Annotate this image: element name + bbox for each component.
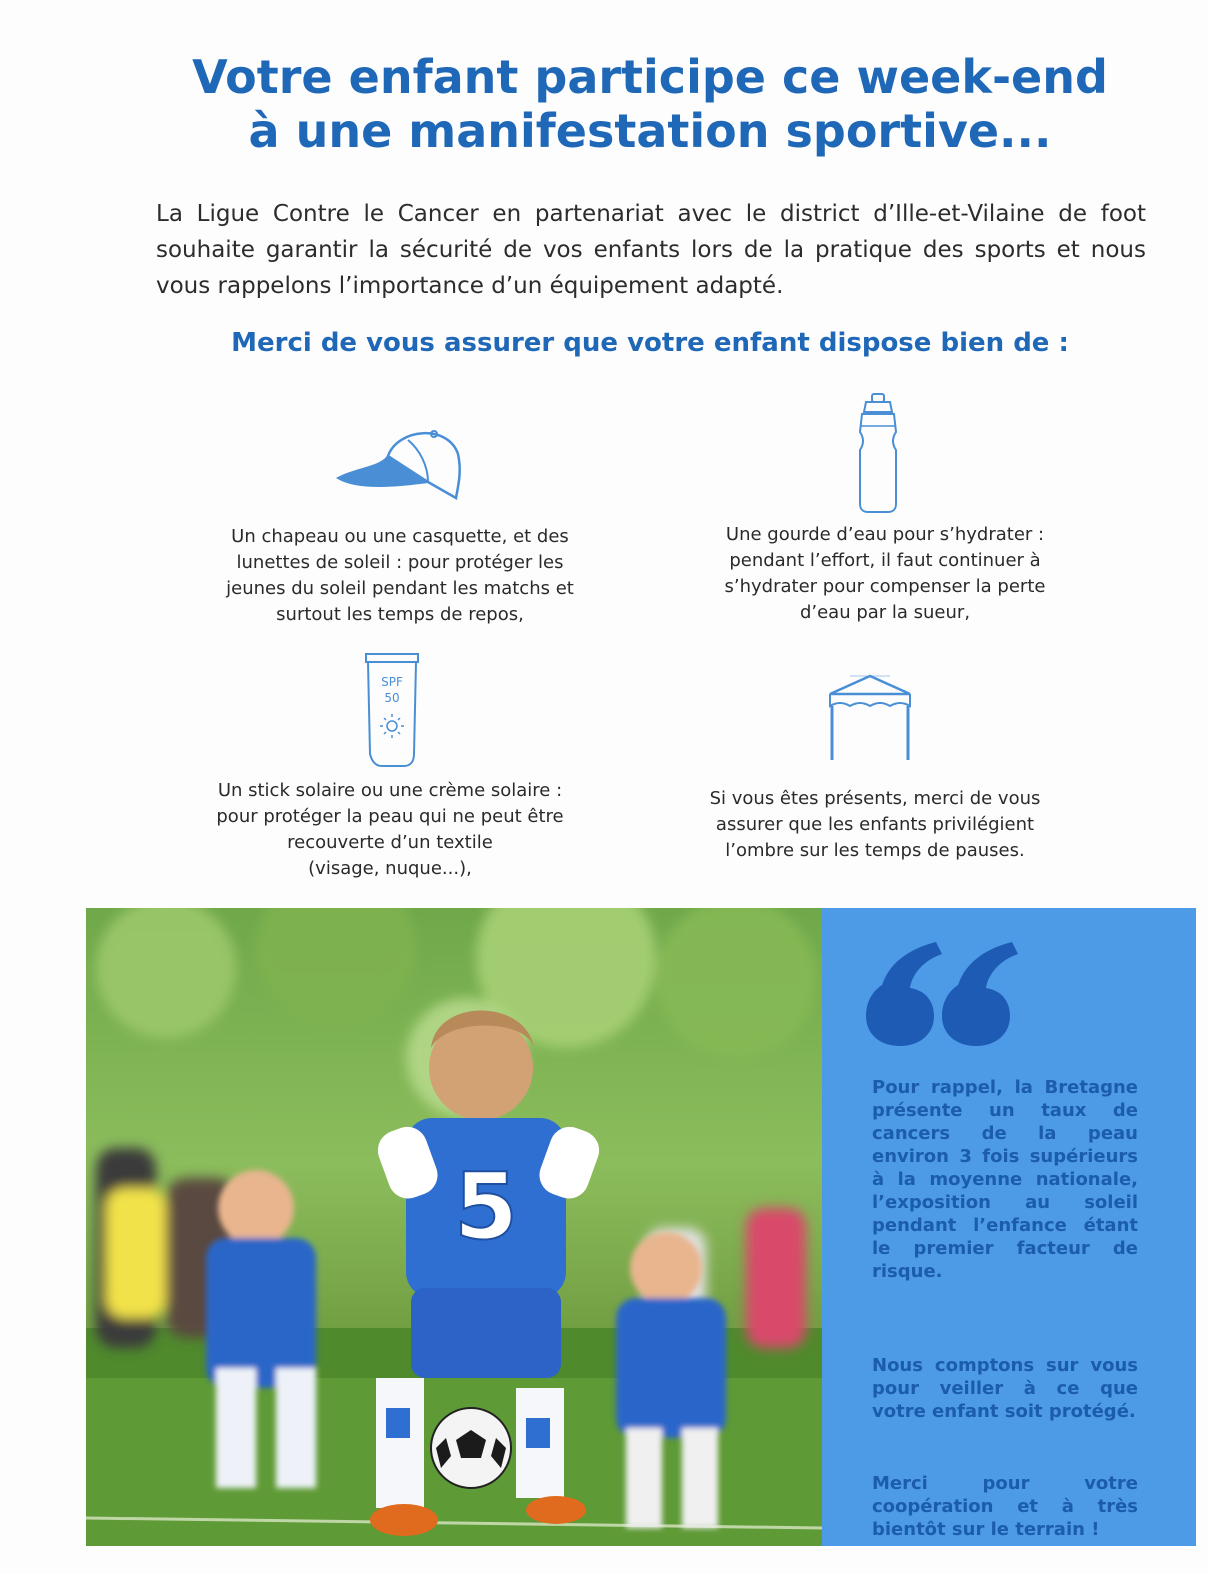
- item-line: Un chapeau ou une casquette, et des: [231, 526, 569, 547]
- tube-label-spf: SPF: [381, 675, 403, 689]
- jersey-number: 5: [453, 1153, 519, 1260]
- item-tent-text: [680, 786, 1070, 864]
- intro-paragraph: La Ligue Contre le Cancer en partenariat avec le district d’Ille-et-Vilaine de foot souhaite garantir la sécurité de vos enfants lors de la pratique des sports et nous vous rappelons l’importance d’un équipement adapté.: [156, 201, 1146, 299]
- item-sunscreen-text: [190, 778, 590, 882]
- item-line: jeunes du soleil pendant les matchs et: [226, 578, 574, 599]
- quote-paragraph-2: Nous comptons sur vous pour veiller à ce que votre enfant soit protégé.: [872, 1355, 1138, 1422]
- item-line: pour protéger la peau qui ne peut être: [216, 806, 564, 827]
- item-shade-tent: [680, 668, 1070, 868]
- item-line: l’ombre sur les temps de pauses.: [725, 840, 1025, 861]
- quote-panel: [822, 908, 1196, 1546]
- item-line: (visage, nuque...),: [308, 858, 472, 879]
- item-water-bottle: [690, 392, 1080, 632]
- item-line: d’eau par la sueur,: [799, 602, 971, 623]
- item-line: Un stick solaire ou une crème solaire :: [217, 780, 563, 801]
- item-cap-text: [200, 524, 600, 628]
- page-title: [120, 50, 1180, 158]
- item-sunscreen: [190, 650, 590, 890]
- item-bottle-text: [690, 522, 1080, 626]
- quote-mark-icon: [862, 938, 1022, 1048]
- quote-paragraph-1: Pour rappel, la Bretagne présente un taux de cancers de la peau environ 3 fois supérieurs à la moyenne nationale, l’exposition au soleil pendant l’enfance étant le premier facteur de risque.: [872, 1077, 1138, 1282]
- tent-shade-icon: [820, 672, 920, 764]
- item-line: Si vous êtes présents, merci de vous: [709, 788, 1041, 809]
- tube-label-50: 50: [384, 691, 400, 705]
- item-line: recouverte d’un textile: [287, 832, 493, 853]
- checklist-heading: Merci de vous assurer que votre enfant dispose bien de :: [231, 328, 1069, 358]
- item-line: pendant l’effort, il faut continuer à: [729, 550, 1041, 571]
- water-bottle-icon: [848, 392, 908, 514]
- item-line: Une gourde d’eau pour s’hydrater :: [725, 524, 1045, 545]
- quote-paragraph-3: Merci pour votre coopération et à très bientôt sur le terrain !: [872, 1473, 1138, 1540]
- cap-icon: [328, 416, 468, 516]
- item-line: lunettes de soleil : pour protéger les: [236, 552, 564, 573]
- item-line: surtout les temps de repos,: [276, 604, 524, 625]
- item-cap: [200, 400, 600, 630]
- item-line: s’hydrater pour compenser la perte: [724, 576, 1046, 597]
- title-line-2: à une manifestation sportive...: [248, 104, 1052, 158]
- football-photo: [86, 908, 822, 1546]
- title-line-1: Votre enfant participe ce week-end: [192, 50, 1108, 104]
- item-line: assurer que les enfants privilégient: [715, 814, 1035, 835]
- sunscreen-tube-icon: [360, 650, 424, 772]
